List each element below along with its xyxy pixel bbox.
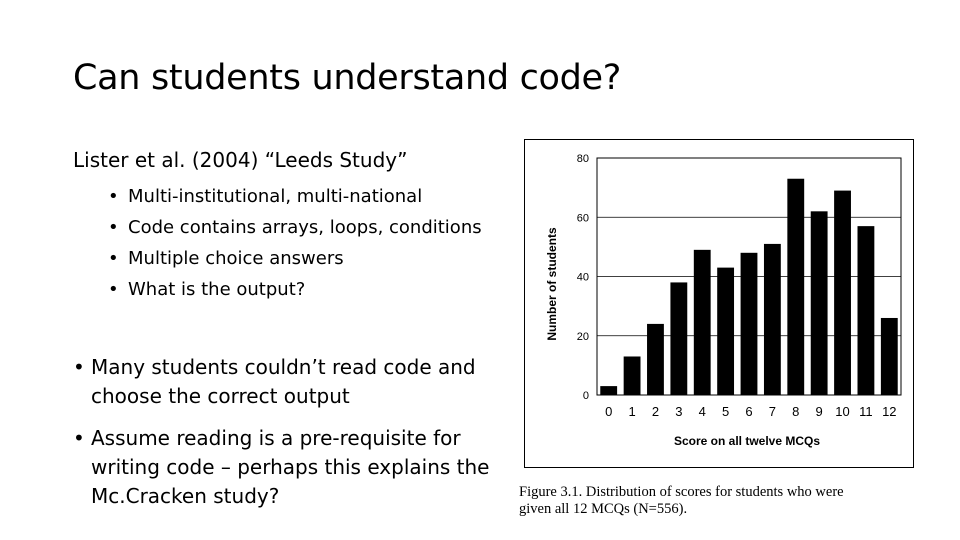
caption-line: Figure 3.1. Distribution of scores for students who were — [519, 484, 844, 500]
sub-bullet-item: • Code contains arrays, loops, conditions — [108, 214, 482, 245]
bar — [670, 282, 687, 395]
x-tick-label: 11 — [859, 404, 873, 419]
y-tick-label: 80 — [576, 153, 589, 165]
caption-line: given all 12 MCQs (N=556). — [519, 501, 688, 517]
main-bullet-list — [73, 353, 518, 524]
y-tick-label: 60 — [576, 212, 589, 225]
x-tick-label: 5 — [721, 404, 730, 419]
y-axis-label: Number of students — [545, 227, 559, 341]
bar — [811, 211, 828, 395]
x-tick-label: 9 — [815, 404, 823, 419]
bar — [694, 250, 711, 395]
bar — [717, 268, 734, 395]
sub-bullet-item: • What is the output? — [108, 276, 482, 307]
x-tick-label: 0 — [605, 404, 613, 419]
slide-title: Can students understand code? — [73, 58, 622, 98]
y-tick-label: 20 — [576, 330, 589, 343]
x-axis-label: Score on all twelve MCQs — [673, 434, 821, 448]
main-bullet-item: • Many students couldn’t read code and choose the correct output — [73, 353, 518, 411]
x-tick-label: 2 — [651, 404, 660, 419]
bar — [647, 324, 664, 395]
bar — [787, 179, 804, 395]
x-tick-label: 7 — [768, 404, 777, 419]
bar — [858, 226, 875, 395]
bar — [600, 386, 617, 395]
x-tick-label: 1 — [628, 404, 636, 419]
sub-bullet-item: • Multi-institutional, multi-national — [108, 183, 482, 214]
bar — [881, 318, 898, 395]
x-tick-label: 8 — [792, 404, 800, 419]
bars — [600, 179, 897, 395]
sub-bullet-item: • Multiple choice answers — [108, 245, 482, 276]
x-tick-label: 6 — [745, 404, 753, 419]
x-tick-label: 10 — [835, 404, 850, 419]
score-distribution-chart — [525, 140, 913, 467]
bar — [741, 253, 758, 395]
slide-subtitle: Lister et al. (2004) “Leeds Study” — [73, 148, 408, 172]
x-tick-label: 4 — [698, 404, 706, 419]
x-tick-label: 3 — [675, 404, 683, 419]
bar — [834, 191, 851, 395]
main-bullet-item: • Assume reading is a pre-requisite for writing code – perhaps this explains the Mc.Cracken study? — [73, 424, 518, 511]
sub-bullet-list — [108, 183, 482, 307]
y-tick-label: 40 — [576, 271, 589, 284]
bar — [624, 356, 641, 395]
chart-figure — [524, 139, 914, 468]
x-tick-label: 12 — [882, 404, 897, 419]
bar — [764, 244, 781, 395]
y-tick-label: 0 — [582, 390, 589, 402]
figure-caption — [519, 484, 844, 518]
